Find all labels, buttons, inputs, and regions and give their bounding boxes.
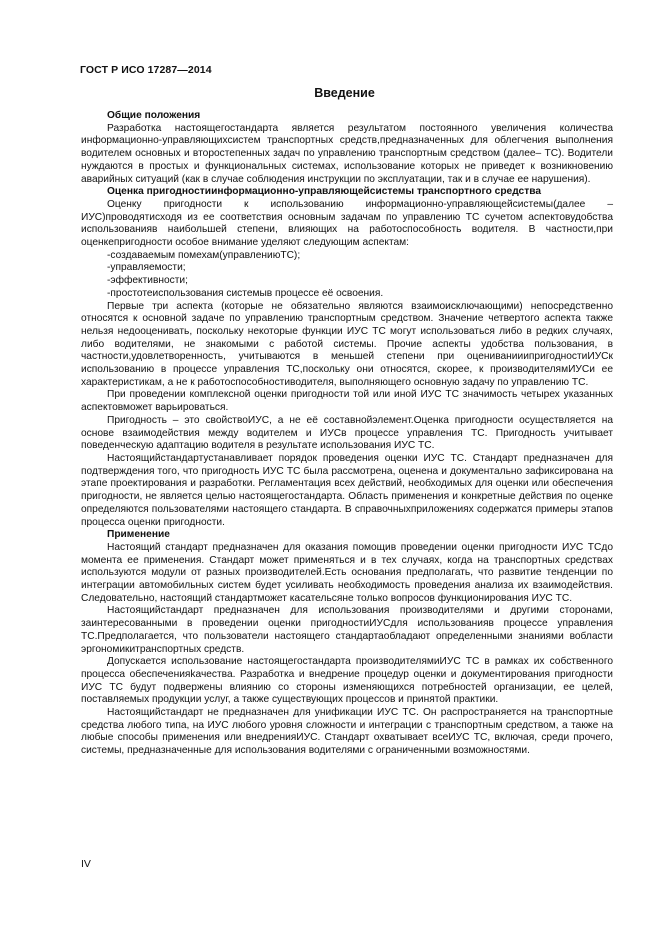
- paragraph: Разработка настоящегостандарта является результатом постоянного увеличения количества информационно-управляющихсистем транспортных средств,предназначенных для облегчения выполнения водителем основных и второстепенных задач по управлению транспортным средством (далее– ТС). Водители нуждаются в простых и функциональных системах, использование которых не приведет к возникновению аварийных ситуаций (как в случае соблюдения инструкции по эксплуатации, так и в случае ее нарушения).: [81, 122, 613, 185]
- list-item: -простотеиспользования системыв процессе её освоения.: [107, 287, 384, 299]
- paragraph: Настоящийстандарт не предназначен для унификации ИУС ТС. Он распространяется на транспортные средства любого типа, на ИУС любого уровня сложности и интеграции с транспортным средством, а также на любые способы применения или внедренияИУС. Стандарт охватывает всеИУС ТС, включая, среди прочего, системы, предназначенные для использования водителями с ограниченными возможностями.: [81, 707, 613, 757]
- aspects-list: [81, 250, 613, 301]
- paragraph: Настоящийстандартустанавливает порядок проведения оценки ИУС ТС. Стандарт предназначен для подтверждения того, что пригодность ИУС ТС была рассмотрена, оценена и документально зафиксирована на этапе проектирования и разработки. Регламентация всех действий, необходимых для оценки или обеспечения пригодности, не является целью настоящегостандарта. Область применения и конкретные действия по оценке определяются пользователями настоящего стандарта. В справочныхприложениях содержатся примеры этапов процесса оценки пригодности.: [81, 452, 613, 528]
- list-item: -эффективности;: [107, 275, 188, 287]
- paragraph: Настоящий стандарт предназначен для оказания помощив проведении оценки пригодности ИУС ТСдо момента ее применения. Стандарт может применяться и в тех случаях, когда на транспортных средствах используются модули от разных производителей.Есть основания предполагать, что развитие тенденции по интеграции автомобильных систем будет усиливать необходимость проведения анализа их взаимодействия. Следовательно, настоящий стандартможет касательсяне только вопросов функционирования ИУС ТС.: [81, 541, 613, 604]
- list-item: -создаваемым помехам(управлениюТС);: [107, 249, 301, 261]
- paragraph: Оценку пригодности к использованию информационно-управляющейсистемы(далее – ИУС)проводятисходя из ее соответствия основным задачам по управлению ТС сучетом аспектовудобства использованияв наибольшей степени, влияющих на работоспособность водителя. В частности,при оценкепригодности особое внимание уделяют следующим аспектам:: [81, 198, 613, 249]
- paragraph: Допускается использование настоящегостандарта производителямиИУС ТС в рамках их собственного процесса обеспеченияkачества. Разработка и внедрение процедур оценки и документирования пригодности ИУС ТС будут подвержены влиянию со стороны изменяющихся потребностей организации, ее целей, поставляемых продукции услуг, а также существующих процессов и принятой практики.: [81, 656, 613, 706]
- paragraph: Первые три аспекта (которые не обязательно являются взаимоисключающими) непосредственно относятся к основной задаче по управлению транспортным средством. Значение четвертого аспекта также нельзя недооценивать, поскольку некоторые функции ИУС ТС могут использоваться либо в редких случаях, либо водителями, не знакомыми с работой системы. Прочие аспекты удобства пользования, в частности,удовлетворенность, учитываются в меньшей степени при оцениванииипригодностиИУСк использованию в процессе управления ТС,поскольку они относятся, скорее, к производителямИУСи ее характеристикам, а не к работоспособностиводителя, выполняющего основную задачу по управлению ТС.: [81, 300, 613, 388]
- document-body: [81, 110, 613, 758]
- list-item: -управляемости;: [107, 262, 186, 274]
- page-number: IV: [81, 858, 91, 870]
- page-title: Введение: [314, 86, 375, 100]
- section-heading-assessment: Оценка пригодностиинформационно-управляющейсистемы транспортного средства: [107, 186, 541, 198]
- paragraph: Пригодность – это свойствоИУС, а не её составнойэлемент.Оценка пригодности осуществляется на основе взаимодействия между водителем и ИУСв процессе управления ТС. Пригодность учитывает поведенческую адаптацию водителя в результате использования ИУС ТС.: [81, 414, 613, 452]
- paragraph: Настоящийстандарт предназначен для использования производителями и другими сторонами, заинтересованными в проведении оценки пригодностиИУСдля использованияв процессе управления ТС.Предполагается, что пользователи настоящего стандартаобладают определенными знаниями вобласти эргономикитранспортных средств.: [81, 605, 613, 655]
- paragraph: При проведении комплексной оценки пригодности той или иной ИУС ТС значимость четырех указанных аспектовможет варьироваться.: [81, 389, 613, 414]
- section-heading-application: Применение: [107, 529, 170, 541]
- section-heading-general: Общие положения: [107, 110, 201, 121]
- document-code: ГОСТ Р ИСО 17287—2014: [80, 64, 212, 76]
